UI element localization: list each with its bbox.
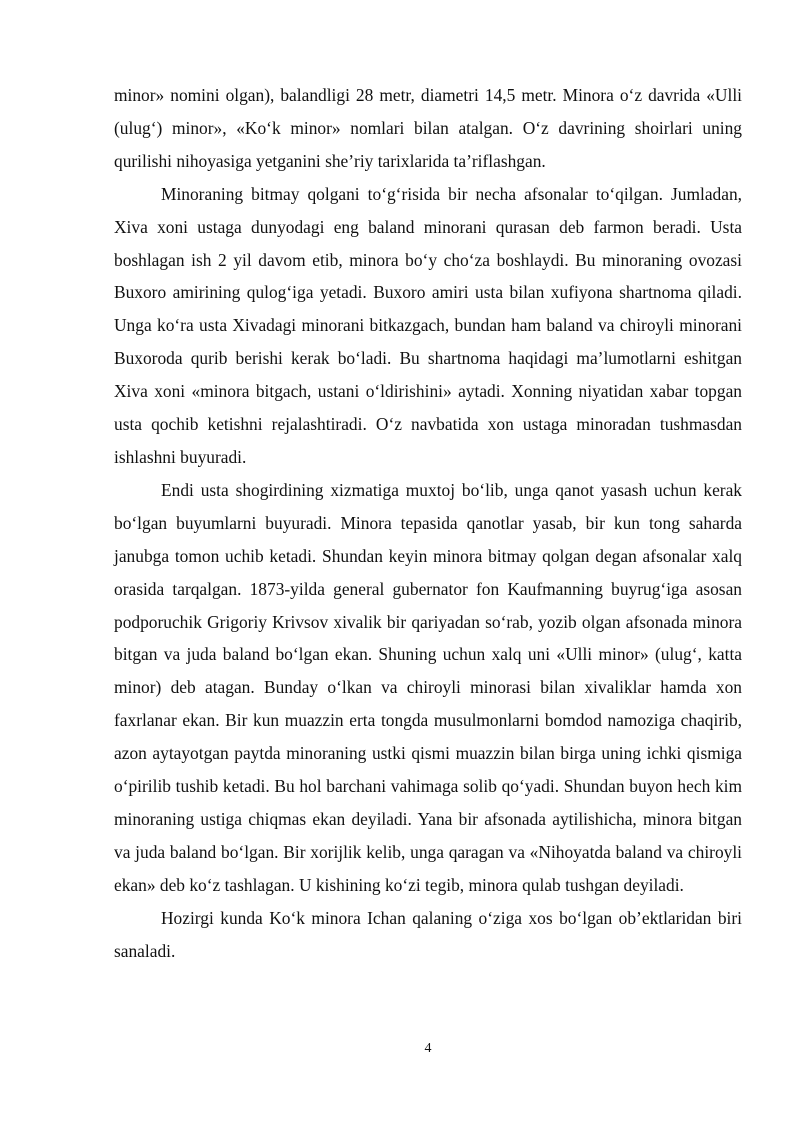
paragraph: Minoraning bitmay qolgani to‘g‘risida bir necha afsonalar to‘qilgan. Jumladan, Xiva xoni ustaga dunyodagi eng baland minorani qurasan deb farmon beradi. Usta boshlagan ish 2 yil davom etib, minora bo‘y cho‘za boshlaydi. Bu minoraning ovozasi Buxoro amirining qulog‘iga yetadi. Buxoro amiri usta bilan xufiyona shartnoma qiladi. Unga ko‘ra usta Xivadagi minorani bitkazgach, bundan ham baland va chiroyli minorani Buxoroda qurib berishi kerak bo‘ladi. Bu shartnoma haqidagi ma’lumotlarni eshitgan Xiva xoni «minora bitgach, ustani o‘ldirishini» aytadi. Xonning niyatidan xabar topgan usta qochib ketishni rejalashtiradi. O‘z navbatida xon ustaga minoradan tushmasdan ishlashni buyuradi. — [114, 183, 742, 467]
paragraph: Hozirgi kunda Ko‘k minora Ichan qalaning o‘ziga xos bo‘lgan ob’ektlaridan biri sanaladi. — [114, 907, 742, 961]
body-text — [114, 79, 742, 967]
page-number: 4 — [424, 1041, 432, 1056]
paragraph: minor» nomini olgan), balandligi 28 metr, diametri 14,5 metr. Minora o‘z davrida «Ulli (ulug‘) minor», «Ko‘k minor» nomlari bilan atalgan. O‘z davrining shoirlari uning qurilishi nihoyasiga yetganini she’riy tarixlarida ta’riflashgan. — [114, 85, 742, 171]
paragraph: Endi usta shogirdining xizmatiga muxtoj bo‘lib, unga qanot yasash uchun kerak bo‘lgan buyumlarni buyuradi. Minora tepasida qanotlar yasab, bir kun tong saharda janubga tomon uchib ketadi. Shundan keyin minora bitmay qolgan degan afsonalar xalq orasida tarqalgan. 1873-yilda general gubernator fon Kaufmanning buyrug‘iga asosan podporuchik Grigoriy Krivsov xivalik bir qariyadan so‘rab, yozib olgan afsonada minora bitgan va juda baland bo‘lgan ekan. Shuning uchun xalq uni «Ulli minor» (ulug‘, katta minor) deb atagan. Bunday o‘lkan va chiroyli minorasi bilan xivaliklar hamda xon faxrlanar ekan. Bir kun muazzin erta tongda musulmonlarni bomdod namoziga chaqirib, azon aytayotgan paytda minoraning ustki qismi muazzin bilan birga uning ichki qismiga o‘pirilib tushib ketadi. Bu hol barchani vahimaga solib qo‘yadi. Shundan buyon hech kim minoraning ustiga chiqmas ekan deyiladi. Yana bir afsonada aytilishicha, minora bitgan va juda baland bo‘lgan. Bir xorijlik kelib, unga qaragan va «Nihoyatda baland va chiroyli ekan» deb ko‘z tashlagan. U kishining ko‘zi tegib, minora qulab tushgan deyiladi. — [114, 479, 742, 895]
